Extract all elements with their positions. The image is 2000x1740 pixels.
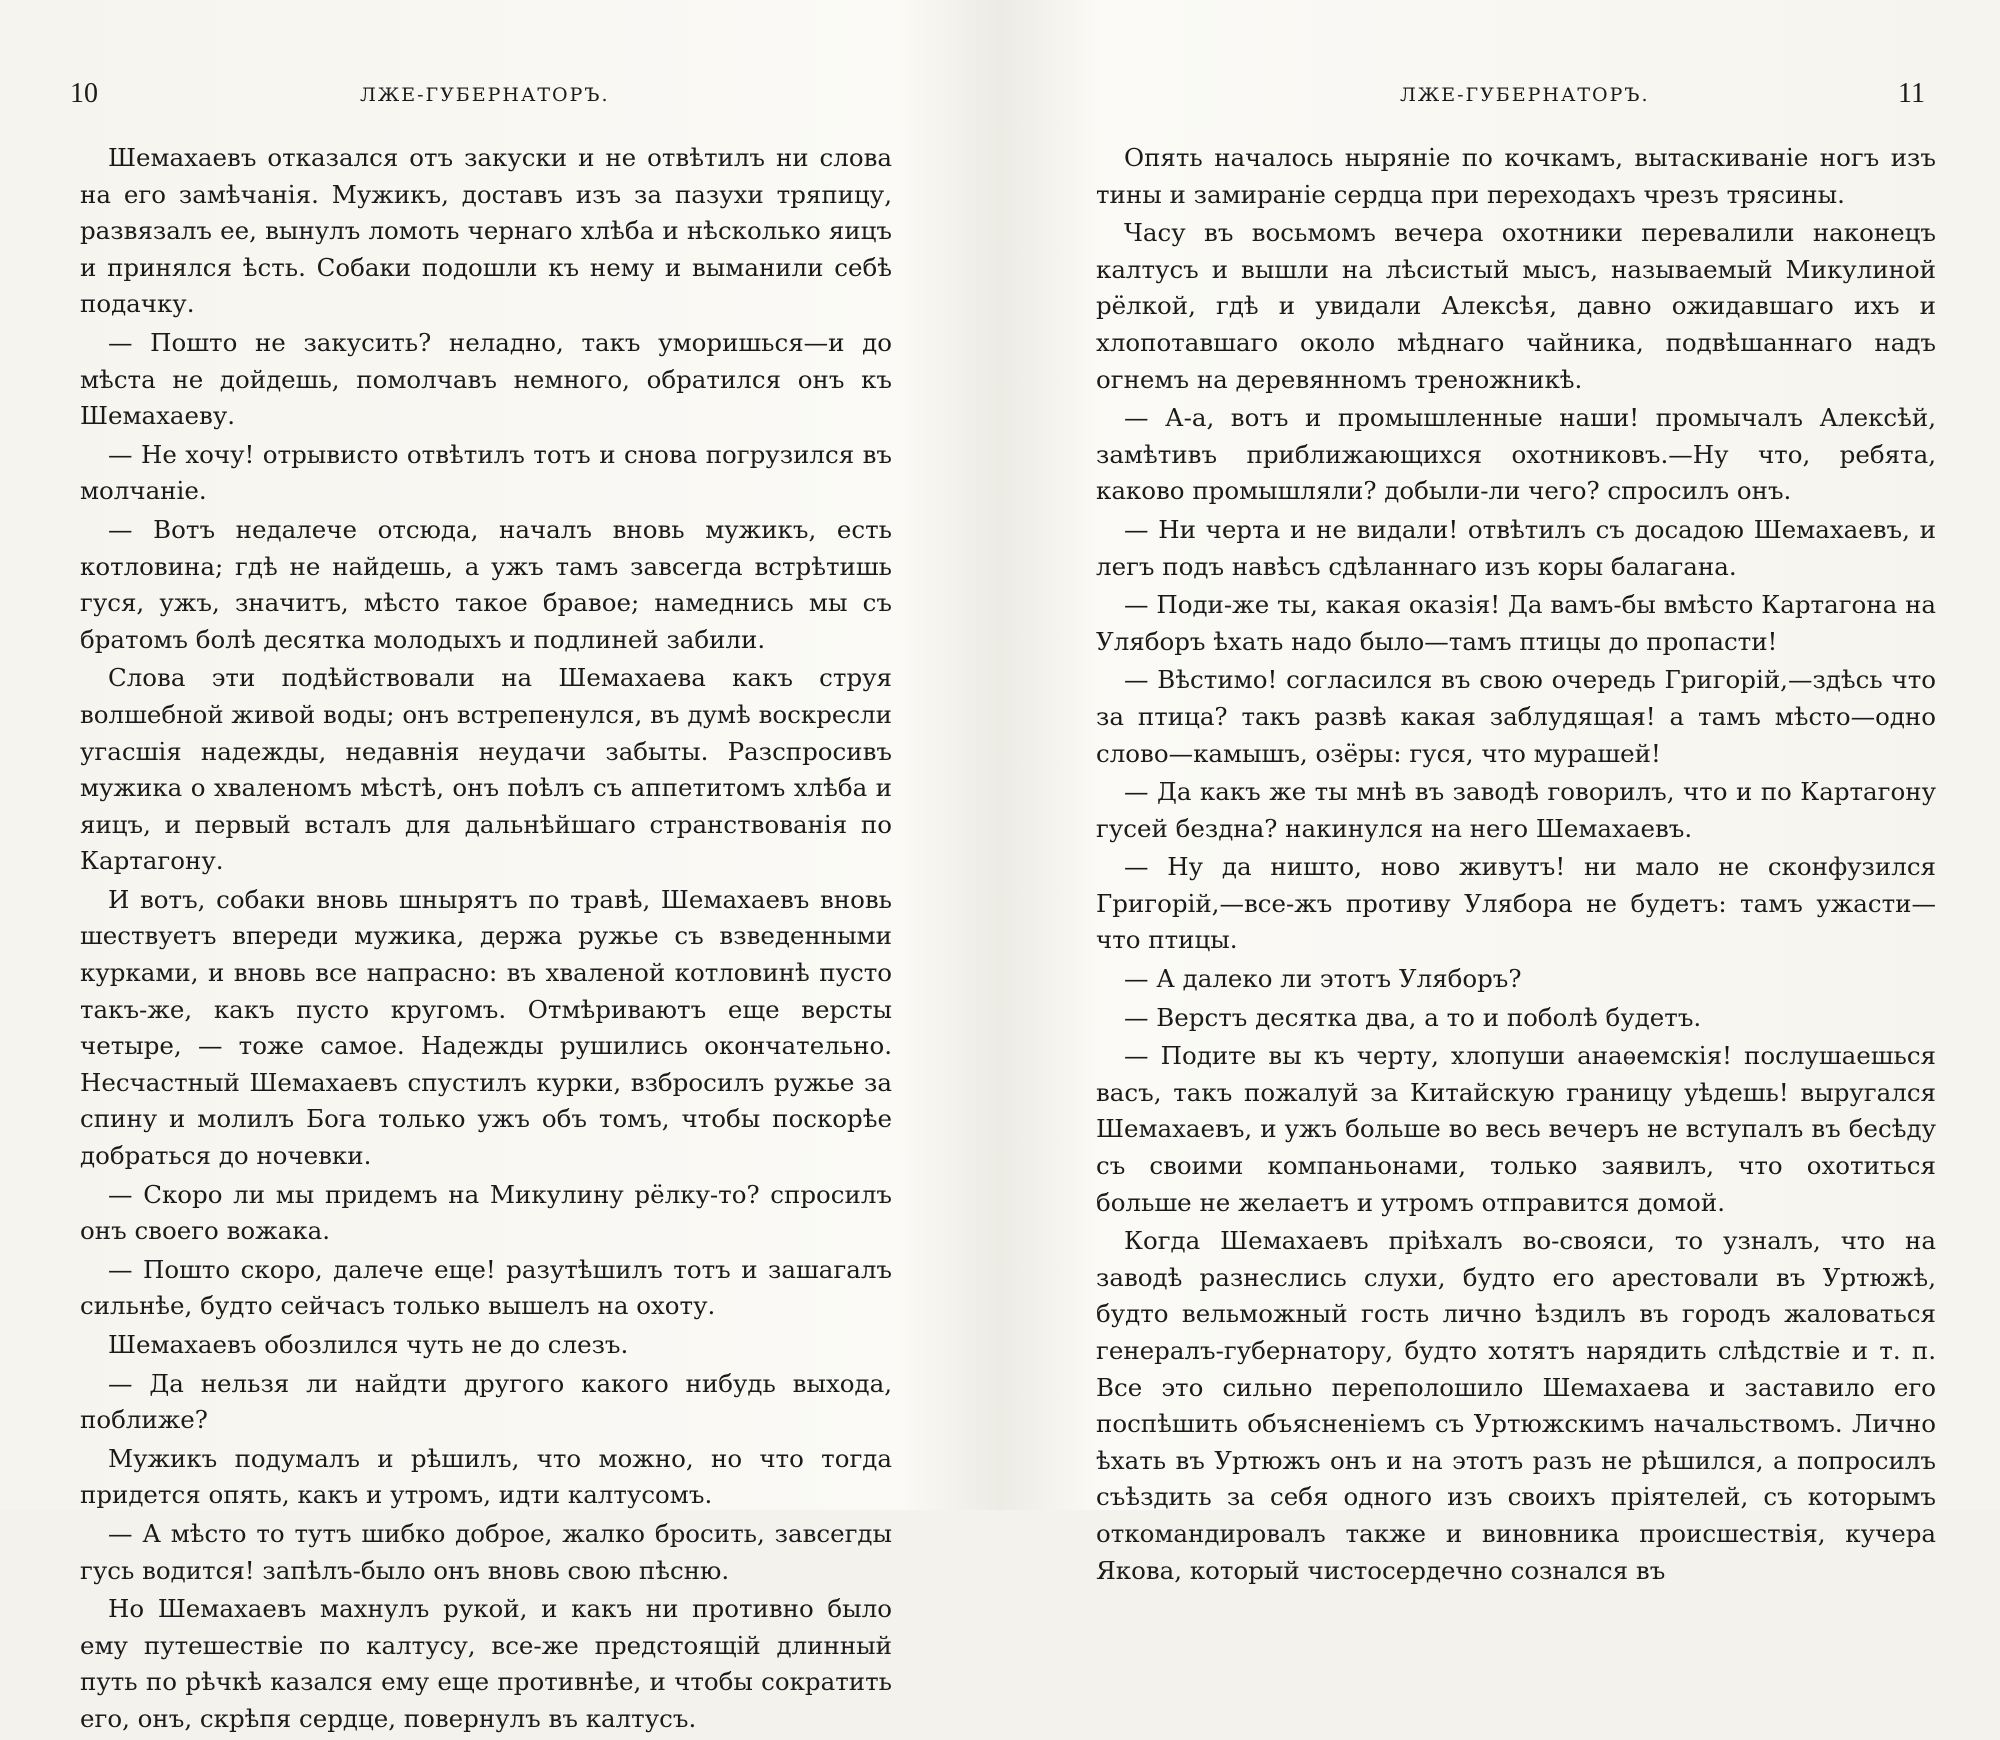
paragraph: — Поди-же ты, какая оказія! Да вамъ-бы вмѣсто Картагона на Уляборъ ѣхать надо было—тамъ птицы до пропасти! <box>1096 590 1936 656</box>
paragraph: — Верстъ десятка два, а то и поболѣ будетъ. <box>1124 1002 1702 1032</box>
paragraph: — Вотъ недалече отсюда, началъ вновь мужикъ, есть котловина; гдѣ не найдешь, а ужъ тамъ завсегда встрѣтишь гуся, ужъ, значитъ, мѣсто такое бравое; намеднись мы съ братомъ болѣ десятка молодыхъ и подлиней забили. <box>80 514 892 654</box>
right-page-header <box>1095 78 1925 118</box>
paragraph: Слова эти подѣйствовали на Шемахаева какъ струя волшебной живой воды; онъ встрепенулся, въ думѣ воскресли угасшія надежды, недавнія неудачи забыты. Разспросивъ мужика о хваленомъ мѣстѣ, онъ поѣлъ съ аппетитомъ хлѣба и яицъ, и первый всталъ для дальнѣйшаго странствованія по Картагону. <box>80 663 892 876</box>
left-running-title: ЛЖЕ-ГУБЕРНАТОРЪ. <box>360 84 610 106</box>
paragraph: Опять началось ныряніе по кочкамъ, вытаскиваніе ногъ изъ тины и замираніе сердца при переходахъ чрезъ трясины. <box>1096 143 1936 209</box>
paragraph: Мужикъ подумалъ и рѣшилъ, что можно, но что тогда придется опять, какъ и утромъ, идти калтусомъ. <box>80 1443 892 1510</box>
paragraph: Когда Шемахаевъ пріѣхалъ во-свояси, то узналъ, что на заводѣ разнеслись слухи, будто его арестовали въ Уртюжѣ, будто вельможный гость лично ѣздилъ въ городъ жаловаться генералъ-губернатору, будто хотятъ нарядить слѣдствіе и т. п. Все это сильно переполошило Шемахаева и заставило его поспѣшить объясненіемъ съ Уртюжскимъ начальствомъ. Лично ѣхать въ Уртюжъ онъ и на этотъ разъ не рѣшился, а попросилъ съѣздить за себя одного изъ своихъ пріятелей, съ которымъ откомандировалъ также и виновника происшествія, кучера Якова, который чистосердечно сознался въ <box>1096 1226 1936 1585</box>
paragraph: — Пошто скоро, далече еще! разутѣшилъ тотъ и зашагалъ сильнѣе, будто сейчасъ только вышелъ на охоту. <box>80 1254 892 1321</box>
paragraph: — Да нельзя ли найдти другого какого нибудь выхода, поближе? <box>80 1368 892 1435</box>
paragraph: — А-а, вотъ и промышленные наши! промычалъ Алексѣй, замѣтивъ приближающихся охотниковъ.—Ну что, ребята, каково промышляли? добыли-ли чего? спросилъ онъ. <box>1096 403 1936 506</box>
paragraph: Часу въ восьмомъ вечера охотники перевалили наконецъ калтусъ и вышли на лѣсистый мысъ, называемый Микулиной рёлкой, гдѣ и увидали Алексѣя, давно ожидавшаго ихъ и хлопотавшаго около мѣднаго чайника, подвѣшаннаго надъ огнемъ на деревянномъ треножникѣ. <box>1096 218 1936 394</box>
paragraph: Шемахаевъ отказался отъ закуски и не отвѣтилъ ни слова на его замѣчанія. Мужикъ, доставъ изъ за пазухи тряпицу, развязалъ ее, вынулъ ломоть чернаго хлѣба и нѣсколько яицъ и принялся ѣсть. Собаки подошли къ нему и выманили себѣ подачку. <box>80 143 892 319</box>
left-page-number: 10 <box>70 78 98 109</box>
left-page-header <box>70 78 900 118</box>
paragraph: — Пошто не закусить? неладно, такъ уморишься—и до мѣста не дойдешь, помолчавъ немного, обратился онъ къ Шемахаеву. <box>80 327 892 431</box>
paragraph: — А далеко ли этотъ Уляборъ? <box>1124 964 1522 994</box>
paragraph: Шемахаевъ обозлился чуть не до слезъ. <box>108 1330 629 1359</box>
paragraph: — Не хочу! отрывисто отвѣтилъ тотъ и снова погрузился въ молчаніе. <box>80 439 892 506</box>
paragraph: — Ну да ништо, ново живутъ! ни мало не сконфузился Григорій,—все-жъ противу Улябора не будетъ: тамъ ужасти—что птицы. <box>1096 852 1936 955</box>
right-running-title: ЛЖЕ-ГУБЕРНАТОРЪ. <box>1400 84 1650 106</box>
left-page-text <box>80 140 892 1740</box>
paragraph: — А мѣсто то тутъ шибко доброе, жалко бросить, завсегды гусь водится! запѣлъ-было онъ вновь свою пѣсню. <box>80 1518 892 1585</box>
paragraph: — Да какъ же ты мнѣ въ заводѣ говорилъ, что и по Картагону гусей бездна? накинулся на него Шемахаевъ. <box>1096 777 1936 843</box>
left-page <box>0 0 1000 1733</box>
paragraph: — Подите вы къ черту, хлопуши анаѳемскія! послушаешься васъ, такъ пожалуй за Китайскую границу уѣдешь! выругался Шемахаевъ, и ужъ больше во весь вечеръ не вступалъ въ бесѣду съ своими компаньонами, только заявилъ, что охотиться больше не желаетъ и утромъ отправится домой. <box>1096 1041 1936 1217</box>
paragraph: И вотъ, собаки вновь шнырятъ по травѣ, Шемахаевъ вновь шествуетъ впереди мужика, держа ружье съ взведенными курками, и вновь все напрасно: въ хваленой котловинѣ пусто такъ-же, какъ пусто кругомъ. Отмѣриваютъ еще версты четыре, — тоже самое. Надежды рушились окончательно. Несчастный Шемахаевъ спустилъ курки, взбросилъ ружье за спину и молилъ Бога только ужъ объ томъ, чтобы поскорѣе добраться до ночевки. <box>80 884 892 1171</box>
right-page <box>1000 0 2000 1585</box>
right-page-text <box>1096 140 1936 1591</box>
paragraph: — Вѣстимо! согласился въ свою очередь Григорій,—здѣсь что за птица? такъ развѣ какая заблудящая! а тамъ мѣсто—одно слово—камышъ, озёры: гуся, что мурашей! <box>1096 665 1936 768</box>
paragraph: — Ни черта и не видали! отвѣтилъ съ досадою Шемахаевъ, и легъ подъ навѣсъ сдѣланнаго изъ коры балагана. <box>1096 514 1936 581</box>
right-page-number: 11 <box>1898 78 1925 109</box>
paragraph: — Скоро ли мы придемъ на Микулину рёлку-то? спросилъ онъ своего вожака. <box>80 1179 892 1246</box>
paragraph: Но Шемахаевъ махнулъ рукой, и какъ ни противно было ему путешествіе по калтусу, все-же предстоящій длинный путь по рѣчкѣ казался ему еще противнѣе, и чтобы сократить его, онъ, скрѣпя сердце, повернулъ въ калтусъ. <box>80 1594 892 1733</box>
